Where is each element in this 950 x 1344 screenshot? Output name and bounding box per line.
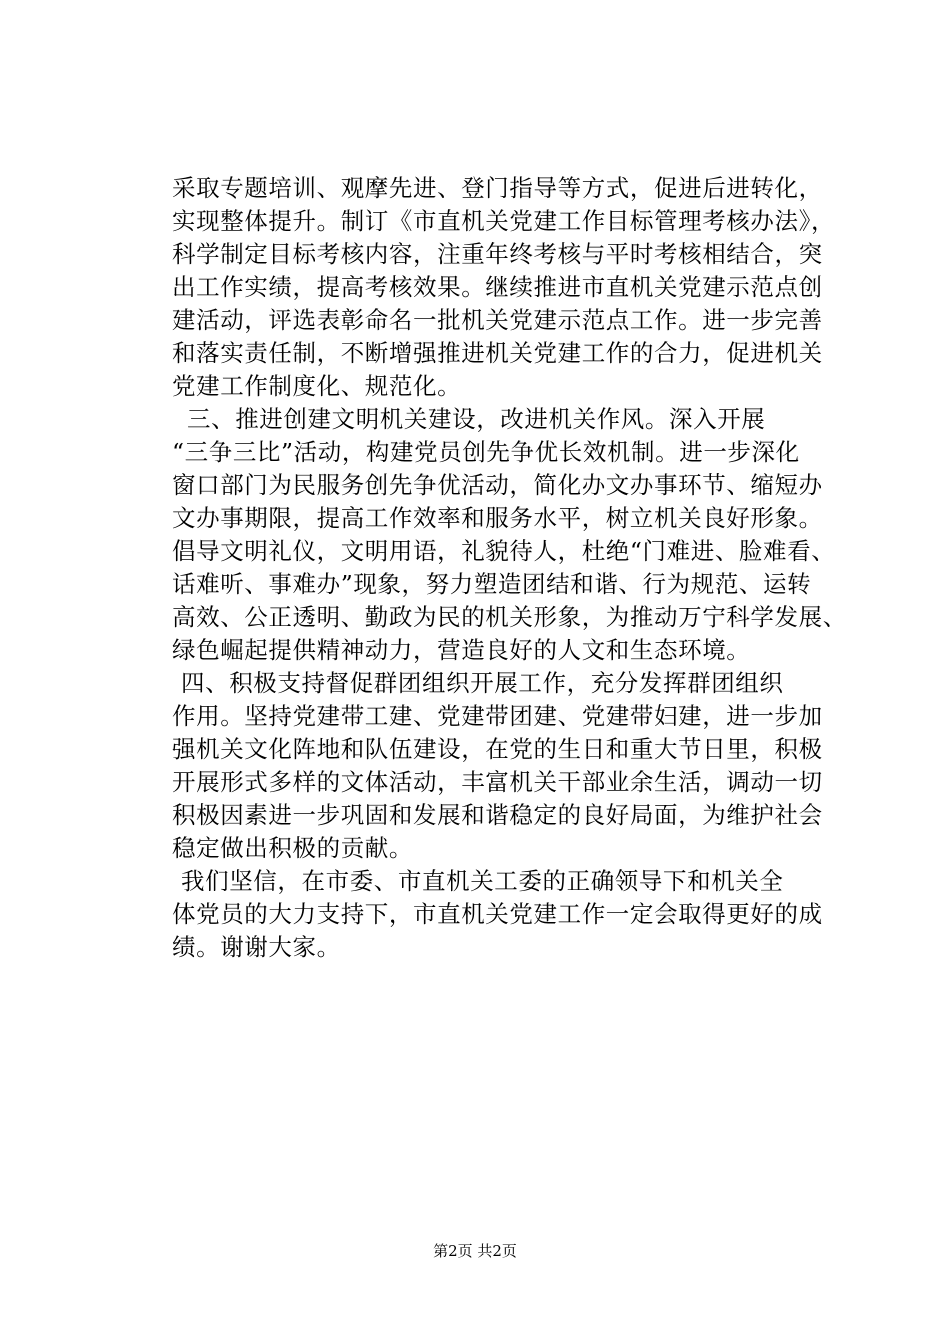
body-text-line: 开展形式多样的文体活动，丰富机关干部业余生活，调动一切 — [172, 768, 823, 796]
body-text-line: 积极因素进一步巩固和发展和谐稳定的良好局面，为维护社会 — [172, 801, 823, 829]
body-text-line: 倡导文明礼仪，文明用语，礼貌待人，杜绝“门难进、脸难看、 — [172, 537, 836, 565]
body-text-line: 党建工作制度化、规范化。 — [172, 372, 462, 400]
body-text-line: 出工作实绩，提高考核效果。继续推进市直机关党建示范点创 — [172, 273, 823, 301]
section-four-heading-line: 四、积极支持督促群团组织开展工作，充分发挥群团组织 — [181, 669, 784, 697]
body-text-line: “三争三比”活动，构建党员创先争优长效机制。进一步深化 — [172, 438, 800, 466]
body-text-line: 建活动，评选表彰命名一批机关党建示范点工作。进一步完善 — [172, 306, 823, 334]
body-text-line: 稳定做出积极的贡献。 — [172, 834, 413, 862]
body-text-line: 体党员的大力支持下，市直机关党建工作一定会取得更好的成 — [172, 900, 823, 928]
body-text-line: 强机关文化阵地和队伍建设，在党的生日和重大节日里，积极 — [172, 735, 823, 763]
body-text-line: 绿色崛起提供精神动力，营造良好的人文和生态环境。 — [172, 636, 751, 664]
body-text-line: 文办事期限，提高工作效率和服务水平，树立机关良好形象。 — [172, 504, 823, 532]
body-text-line: 采取专题培训、观摩先进、登门指导等方式，促进后进转化， — [172, 174, 823, 202]
closing-paragraph-line: 我们坚信，在市委、市直机关工委的正确领导下和机关全 — [181, 867, 784, 895]
body-text-line: 科学制定目标考核内容，注重年终考核与平时考核相结合，突 — [172, 240, 823, 268]
body-text-line: 高效、公正透明、勤政为民的机关形象，为推动万宁科学发展、 — [172, 603, 847, 631]
section-three-heading-line: 三、推进创建文明机关建设，改进机关作风。深入开展 — [187, 405, 766, 433]
page-number-footer: 第2页 共2页 — [433, 1242, 517, 1260]
body-text-line: 实现整体提升。制订《市直机关党建工作目标管理考核办法》， — [172, 207, 836, 235]
body-text-line: 作用。坚持党建带工建、党建带团建、党建带妇建，进一步加 — [172, 702, 823, 730]
body-text-line: 和落实责任制，不断增强推进机关党建工作的合力，促进机关 — [172, 339, 823, 367]
body-text-line: 话难听、事难办”现象，努力塑造团结和谐、行为规范、运转 — [172, 570, 812, 598]
body-text-line: 绩。谢谢大家。 — [172, 933, 341, 961]
body-text-line: 窗口部门为民服务创先争优活动，简化办文办事环节、缩短办 — [172, 471, 823, 499]
